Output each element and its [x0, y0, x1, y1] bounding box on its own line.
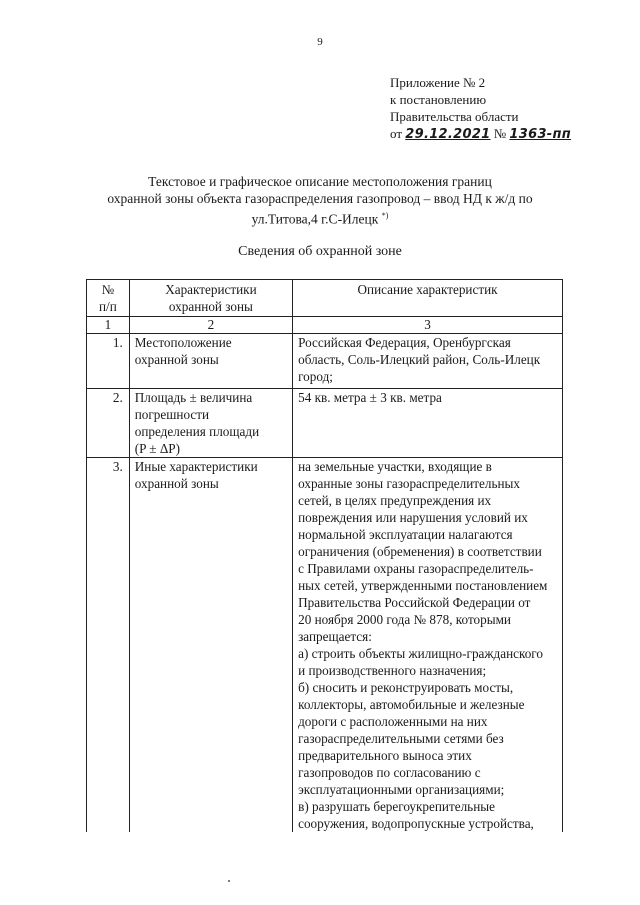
- desc-line: сооружения, водопропускные устройства,: [298, 816, 534, 831]
- desc-line: газораспределительными сетями без: [298, 731, 504, 746]
- appendix-line-1: Приложение № 2: [390, 75, 486, 90]
- desc-line: Российская Федерация, Оренбургская: [298, 335, 511, 350]
- desc-line: 20 ноября 2000 года № 878, которыми: [298, 612, 511, 627]
- desc-line: 54 кв. метра ± 3 кв. метра: [298, 390, 442, 405]
- row-characteristic: [129, 334, 292, 389]
- table-row: [87, 334, 563, 389]
- number-label: №: [493, 126, 507, 141]
- row-number: 3.: [87, 458, 130, 833]
- desc-line: и производственного назначения;: [298, 663, 487, 678]
- row-characteristic: [129, 389, 292, 458]
- desc-line: нормальной эксплуатации налагаются: [298, 527, 513, 542]
- desc-line: город;: [298, 369, 333, 384]
- desc-line: предварительного выноса этих: [298, 748, 472, 763]
- header-description: Описание характеристик: [293, 280, 563, 317]
- header-num-line-1: №: [101, 282, 115, 297]
- desc-line: на земельные участки, входящие в: [298, 459, 492, 474]
- desc-line: запрещается:: [298, 629, 372, 644]
- char-line: Местоположение: [134, 335, 232, 350]
- header-characteristics: [129, 280, 292, 317]
- footnote-mark: *): [381, 211, 389, 220]
- table-row: [87, 389, 563, 458]
- index-cell: 3: [293, 317, 563, 334]
- desc-line: область, Соль-Илецкий район, Соль-Илецк: [298, 352, 541, 367]
- header-num-line-2: п/п: [98, 299, 117, 314]
- desc-line: а) строить объекты жилищно-гражданского: [298, 646, 543, 661]
- scan-speck: [228, 880, 230, 882]
- desc-line: в) разрушать берегоукрепительные: [298, 799, 495, 814]
- header-num: [87, 280, 130, 317]
- desc-line: охранные зоны газораспределительных: [298, 476, 521, 491]
- title-line-2: охранной зоны объекта газораспределения газопровод – ввод НД к ж/д по: [107, 191, 533, 206]
- desc-line: эксплуатационными организациями;: [298, 782, 505, 797]
- char-line: охранной зоны: [134, 476, 219, 491]
- desc-line: Правительства Российской Федерации от: [298, 595, 531, 610]
- row-description: [293, 334, 563, 389]
- header-char-line-2: охранной зоны: [168, 299, 253, 314]
- appendix-line-2: к постановлению: [390, 92, 487, 107]
- table-header-row: [87, 280, 563, 317]
- char-line: Иные характеристики: [134, 459, 258, 474]
- char-line: Площадь ± величина: [134, 390, 253, 405]
- desc-line: с Правилами охраны газораспределитель-: [298, 561, 534, 576]
- row-number: 1.: [87, 334, 130, 389]
- title-line-3-text: ул.Титова,4 г.С-Илецк: [251, 211, 379, 227]
- desc-line: ных сетей, утвержденными постановлением: [298, 578, 548, 593]
- appendix-date-number-line: [390, 125, 571, 143]
- table-index-row: [87, 317, 563, 334]
- header-char-line-1: Характеристики: [165, 282, 257, 297]
- resolution-number: 1363-пп: [509, 127, 572, 142]
- appendix-block: [390, 74, 571, 143]
- index-cell: 2: [129, 317, 292, 334]
- char-line: определения площади: [134, 424, 260, 439]
- row-description: [293, 458, 563, 833]
- resolution-date: 29.12.2021: [405, 127, 491, 142]
- desc-line: б) сносить и реконструировать мосты,: [298, 680, 514, 695]
- desc-line: сетей, в целях предупреждения их: [298, 493, 492, 508]
- char-line: (P ± ΔP): [134, 441, 181, 456]
- title-line-3: [60, 207, 580, 228]
- desc-line: ограничения (обременения) в соответствии: [298, 544, 542, 559]
- index-cell: 1: [87, 317, 130, 334]
- zone-info-table: [86, 279, 563, 832]
- title-line-1: Текстовое и графическое описание местоположения границ: [148, 174, 492, 189]
- desc-line: повреждения или нарушения условий их: [298, 510, 528, 525]
- document-title: [60, 173, 580, 228]
- desc-line: коллекторы, автомобильные и железные: [298, 697, 525, 712]
- row-number: 2.: [87, 389, 130, 458]
- char-line: погрешности: [134, 407, 210, 422]
- appendix-line-3: Правительства области: [390, 109, 519, 124]
- char-line: охранной зоны: [134, 352, 219, 367]
- desc-line: газопроводов по согласованию с: [298, 765, 481, 780]
- row-characteristic: [129, 458, 292, 833]
- row-description: [293, 389, 563, 458]
- from-label: от: [390, 126, 403, 141]
- desc-line: дороги с расположенными на них: [298, 714, 488, 729]
- page-number: 9: [317, 36, 323, 48]
- table-row: [87, 458, 563, 833]
- section-subtitle: Сведения об охранной зоне: [238, 244, 402, 259]
